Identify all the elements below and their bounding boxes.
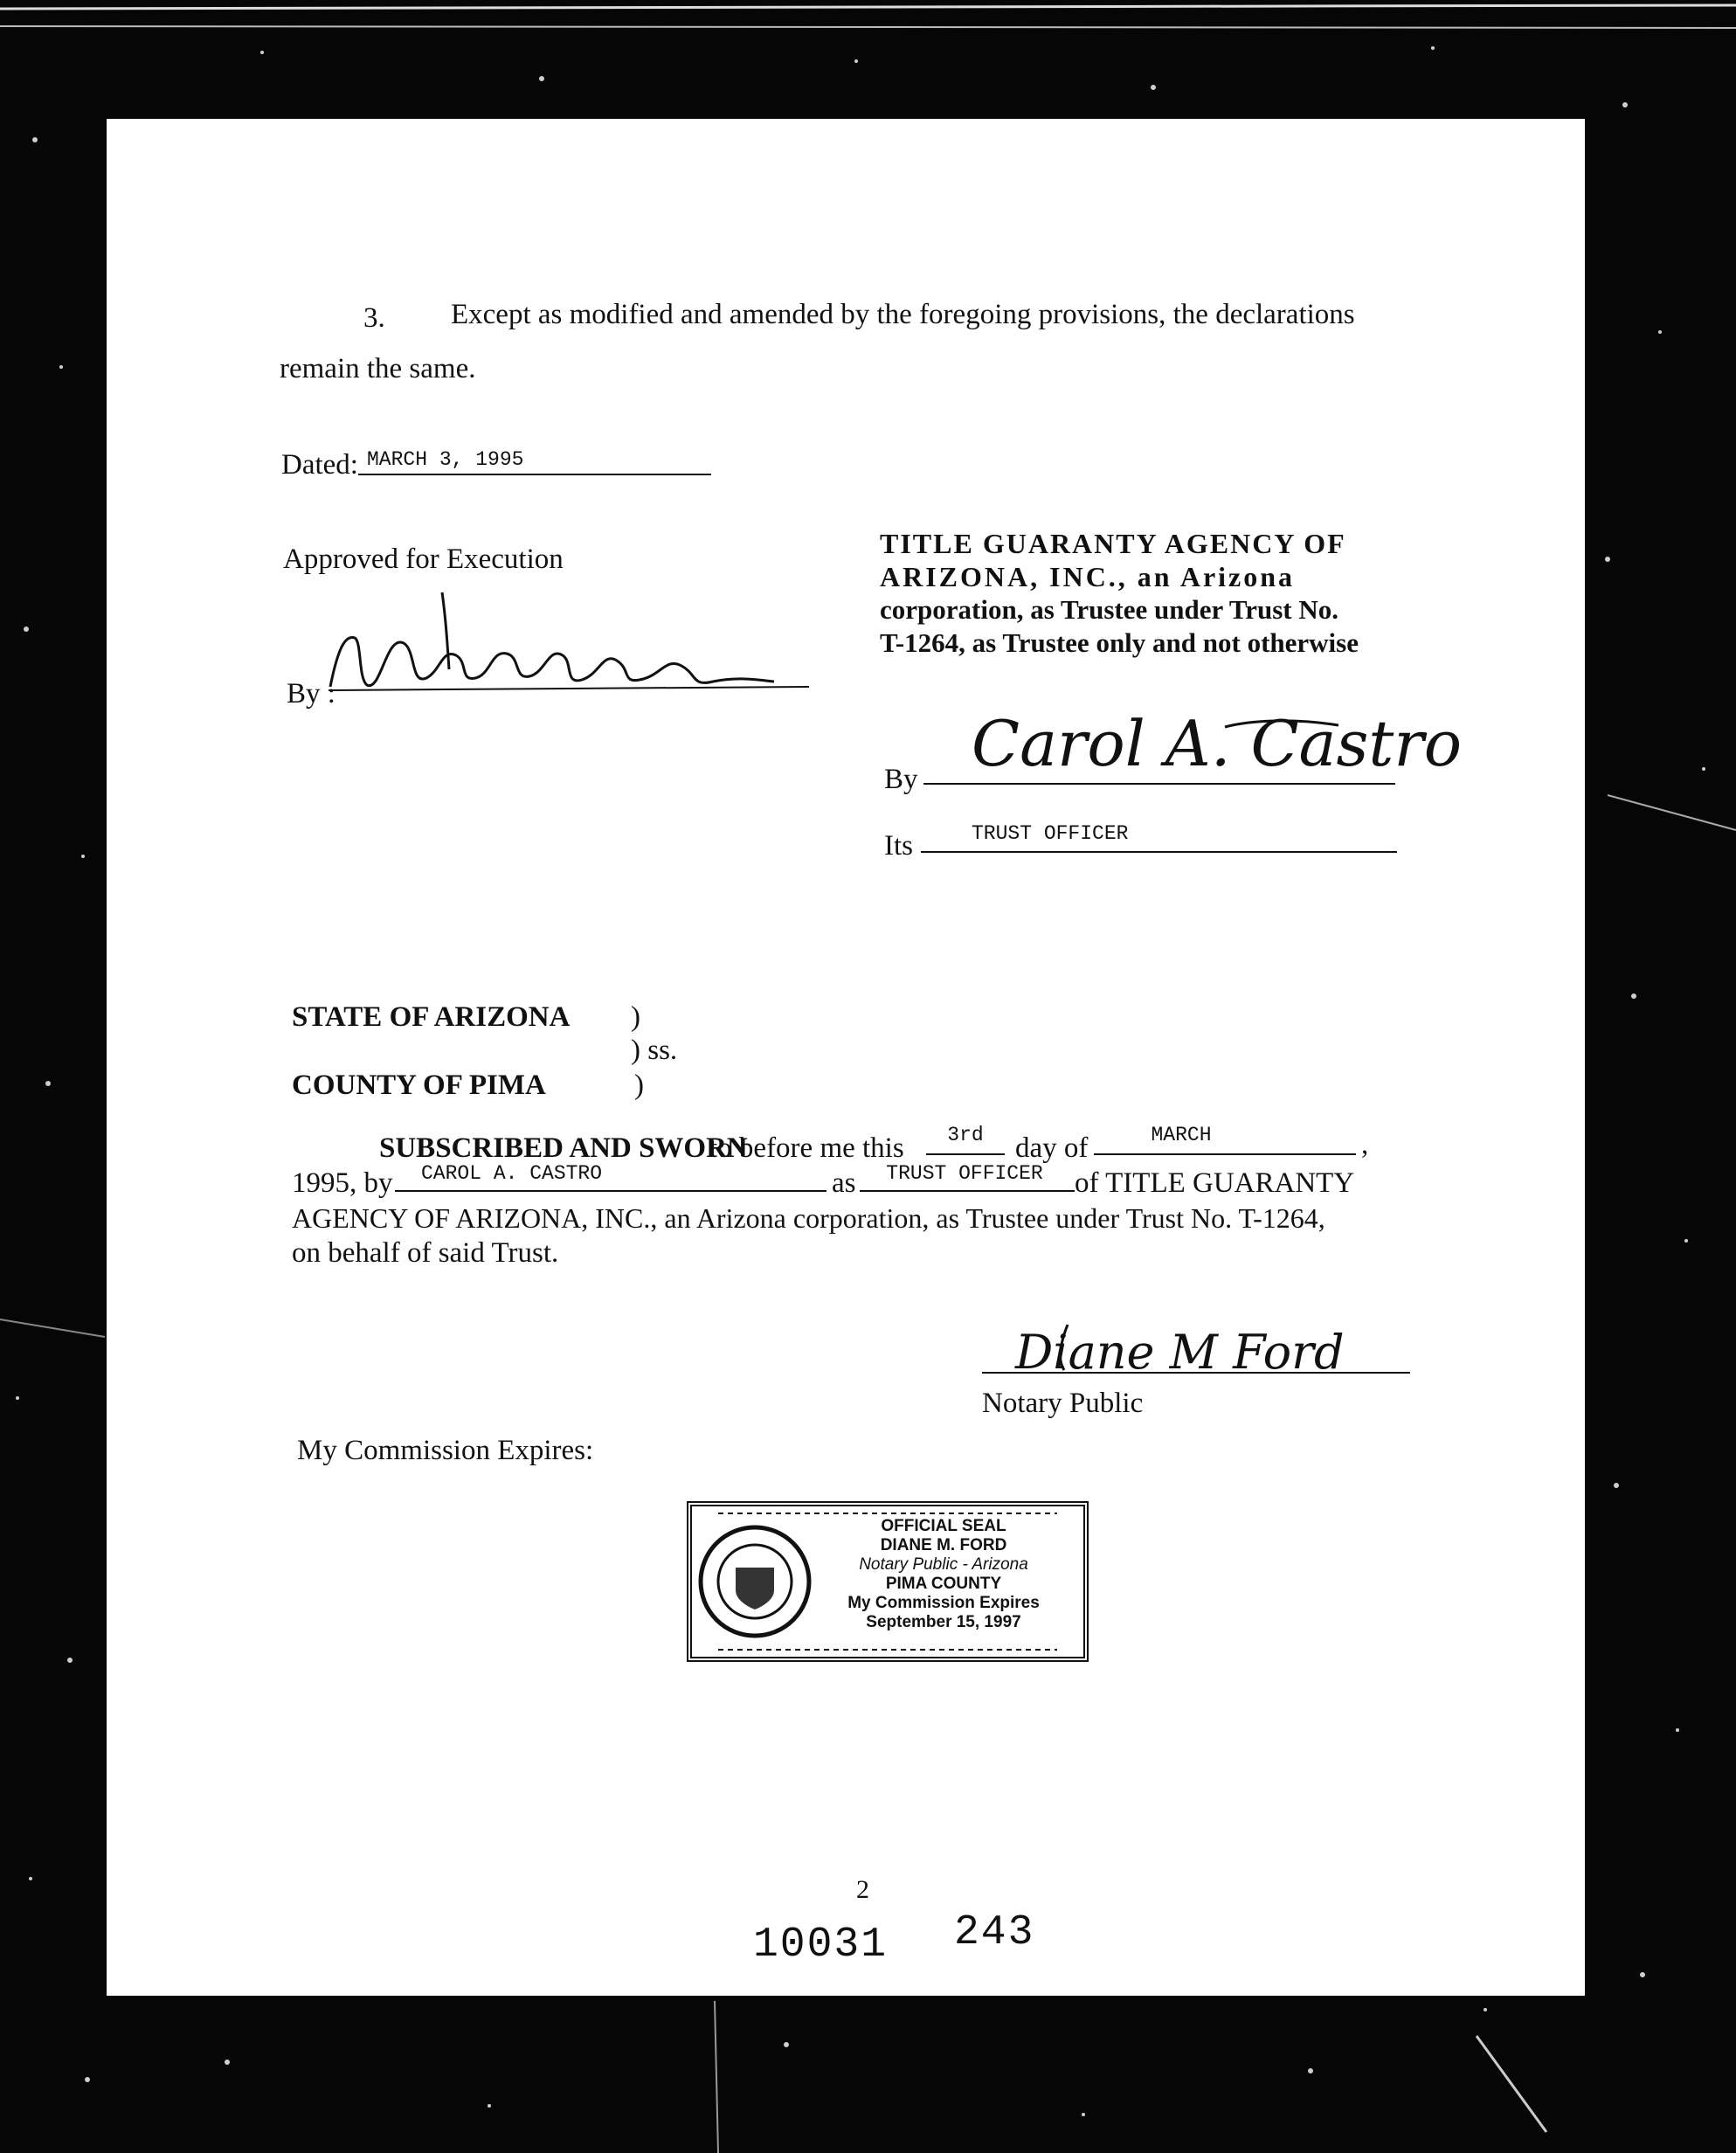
approval-by-label: By : — [287, 678, 335, 710]
seal-line-5: My Commission Expires — [847, 1594, 1040, 1612]
trustee-its-label: Its — [884, 830, 913, 862]
notary-underline — [982, 1372, 1410, 1374]
footer-page-number: 2 — [856, 1875, 869, 1904]
dated-value: MARCH 3, 1995 — [367, 448, 524, 471]
approval-signature — [320, 582, 827, 713]
trustee-signature-text: Carol A. Castro — [972, 707, 1463, 780]
jurat-name-value: CAROL A. CASTRO — [421, 1162, 603, 1185]
jurat-title-value: TRUST OFFICER — [886, 1162, 1043, 1185]
footer-docket: 10031 — [753, 1921, 889, 1969]
jurat-year-by: 1995, by — [292, 1167, 393, 1199]
dated-underline — [358, 474, 711, 475]
jurat-title-underline — [860, 1190, 1075, 1192]
approved-label: Approved for Execution — [283, 543, 564, 575]
jurat-line-3: AGENCY OF ARIZONA, INC., an Arizona corporation, as Trustee under Trust No. T-1264, — [292, 1202, 1325, 1234]
seal-line-6: September 15, 1997 — [866, 1613, 1021, 1631]
trustee-its-value: TRUST OFFICER — [972, 822, 1129, 845]
jurat-text-2: day of — [1015, 1132, 1089, 1164]
jurat-month-value: MARCH — [1151, 1124, 1212, 1146]
jurat-of-text: of TITLE GUARANTY — [1075, 1167, 1355, 1199]
jurat-day-value: 3rd — [947, 1124, 984, 1146]
seal-line-1: OFFICIAL SEAL — [881, 1517, 1006, 1535]
trustee-by-label: By — [884, 764, 918, 795]
jurat-comma: , — [1361, 1129, 1369, 1160]
jurat-text-1: to before me this — [709, 1132, 904, 1164]
venue-ss: ) ss. — [631, 1035, 678, 1066]
paragraph-line-1: Except as modified and amended by the foregoing provisions, the declarations — [451, 299, 1355, 330]
commission-label: My Commission Expires: — [297, 1435, 594, 1466]
venue-paren-1: ) — [631, 1001, 640, 1033]
trustee-line-2: ARIZONA, INC., an Arizona — [880, 561, 1296, 592]
trustee-its-underline — [921, 851, 1397, 853]
notary-signature-text: Diane M Ford — [1015, 1325, 1345, 1380]
footer-page: 243 — [954, 1909, 1035, 1956]
venue-paren-2: ) — [634, 1070, 644, 1101]
county-label: COUNTY OF PIMA — [292, 1070, 546, 1101]
state-label: STATE OF ARIZONA — [292, 1001, 571, 1033]
trustee-line-4: T-1264, as Trustee only and not otherwise — [880, 627, 1359, 658]
jurat-name-underline — [395, 1190, 827, 1192]
trustee-signature — [963, 696, 1463, 792]
paragraph-line-2: remain the same. — [280, 353, 476, 384]
seal-line-2: DIANE M. FORD — [880, 1536, 1007, 1554]
notary-seal-stamp — [687, 1501, 1089, 1662]
seal-line-3: Notary Public - Arizona — [859, 1555, 1028, 1574]
jurat-day-underline — [926, 1153, 1005, 1155]
trustee-line-3: corporation, as Trustee under Trust No. — [880, 594, 1339, 625]
notary-label: Notary Public — [982, 1388, 1144, 1419]
seal-line-4: PIMA COUNTY — [885, 1575, 1002, 1593]
jurat-as-label: as — [832, 1167, 856, 1199]
jurat-month-underline — [1094, 1153, 1356, 1155]
jurat-line-4: on behalf of said Trust. — [292, 1237, 559, 1269]
paragraph-number: 3. — [363, 302, 385, 334]
document-page — [107, 119, 1585, 1996]
trustee-line-1: TITLE GUARANTY AGENCY OF — [880, 528, 1346, 559]
dated-label: Dated: — [281, 449, 358, 481]
jurat-lead: SUBSCRIBED AND SWORN — [379, 1132, 748, 1164]
